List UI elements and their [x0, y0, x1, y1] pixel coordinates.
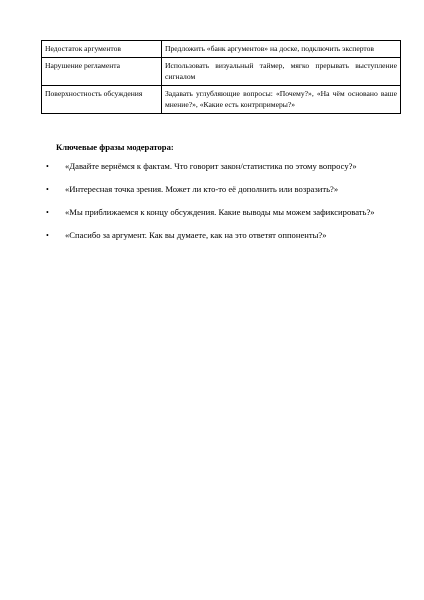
bullet-icon: •	[46, 208, 49, 217]
problem-cell: Недостаток аргументов	[42, 41, 162, 58]
phrase-text: «Спасибо за аргумент. Как вы думаете, как на это ответят оппоненты?»	[65, 230, 327, 240]
moderator-phrases-heading: Ключевые фразы модератора:	[56, 142, 174, 152]
phrase-text: «Давайте вернёмся к фактам. Что говорит закон/статистика по этому вопросу?»	[65, 161, 357, 171]
phrase-text: «Интересная точка зрения. Может ли кто-то её дополнить или возразить?»	[65, 184, 339, 194]
moderator-phrases-list	[41, 159, 400, 251]
bullet-icon: •	[46, 162, 49, 171]
bullet-icon: •	[46, 231, 49, 240]
problem-cell: Нарушение регламента	[42, 58, 162, 86]
table-row	[42, 58, 401, 86]
solution-cell: Задавать углубляющие вопросы: «Почему?», «На чём основано ваше мнение?», «Какие есть контрпримеры?»	[162, 86, 401, 114]
solution-cell: Использовать визуальный таймер, мягко прерывать выступление сигналом	[162, 58, 401, 86]
list-item	[41, 205, 400, 220]
problems-solutions-table	[41, 40, 401, 114]
problem-cell: Поверхностность обсуждения	[42, 86, 162, 114]
bullet-icon: •	[46, 185, 49, 194]
list-item	[41, 182, 400, 197]
table-row	[42, 41, 401, 58]
table-row	[42, 86, 401, 114]
phrase-text: «Мы приближаемся к концу обсуждения. Какие выводы мы можем зафиксировать?»	[65, 207, 375, 217]
solution-cell: Предложить «банк аргументов» на доске, подключить экспертов	[162, 41, 401, 58]
list-item	[41, 159, 400, 174]
list-item	[41, 228, 400, 243]
